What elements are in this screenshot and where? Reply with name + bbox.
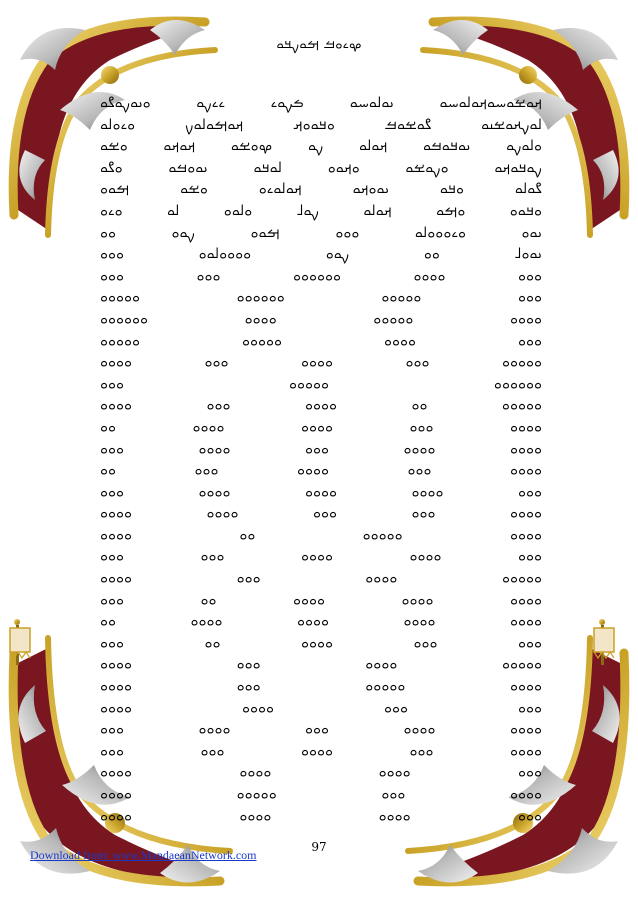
page-header-title: ࡔࡉࡀࡓ ࡌࡀࡍࡃࡀ <box>276 36 362 52</box>
text-line: ࡀࡀࡀࡀ ࡀࡀࡀ ࡀࡀࡀࡀ ࡀࡀࡀ ࡀࡀ <box>100 460 542 479</box>
page-number: 97 <box>311 840 327 854</box>
text-line: ࡀࡋࡀࡍࡀ ࡅࡀࡃࡀࡓࡀ ࡕࡀࡋࡀ ࡍࡀ ࡔࡀࡁࡀ ࡕࡀࡕࡀ ࡀࡁࡀ <box>100 136 542 155</box>
text-line: ࡋࡀࡍࡕࡀࡁࡅࡀ ࡂࡀࡁࡀࡓ ࡀࡃࡀࡀࡕ ࡕࡀࡌࡀࡋࡀࡍ ࡀࡉࡀࡋࡀ <box>100 114 542 133</box>
text-line: ࡀࡀࡀࡀ ࡀࡀࡀࡀࡀ ࡀࡀࡀࡀ ࡀࡀࡀࡀࡀࡀ <box>100 308 542 327</box>
text-line: ࡀࡀࡀ ࡀࡀࡀ ࡀࡀࡀࡀ ࡀࡀ ࡀࡀࡀ <box>100 632 542 651</box>
text-line: ࡀࡀࡀ ࡀࡀࡀࡀ ࡀࡀࡀࡀ ࡀࡀࡀ ࡀࡀࡀ <box>100 546 542 565</box>
text-line: ࡀࡃࡀࡀ ࡀࡌࡀ ࡕࡀࡋࡀ ࡍࡀࡋ ࡀࡋࡀࡀ ࡋࡀ ࡀࡉࡀ <box>100 200 542 219</box>
text-line: ࡀࡀࡀࡀ ࡀࡀࡀ ࡀࡀࡀࡀࡀ ࡀࡀࡀࡀ <box>100 784 542 802</box>
text-line: ࡀࡀࡀ ࡀࡀࡀࡀ ࡀࡀࡀࡀࡀ ࡀࡀࡀࡀࡀ <box>100 330 542 349</box>
text-line: ࡅࡀࡀ ࡀࡉࡀࡀࡀࡋࡀ ࡀࡀࡀ ࡌࡀࡀ ࡍࡀࡀ ࡀࡀ <box>100 222 542 241</box>
text-line: ࡀࡀࡀࡀ ࡀࡀࡀ ࡀࡀࡀ ࡀࡀࡀࡀ ࡀࡀࡀࡀ <box>100 503 542 522</box>
text-line: ࡀࡀࡀࡀࡀ ࡀࡀࡀࡀ ࡀࡀࡀ ࡀࡀࡀࡀ <box>100 654 542 673</box>
text-line: ࡀࡀࡀ ࡀࡀࡀࡀ ࡀࡀࡀࡀࡀࡀ ࡀࡀࡀ ࡀࡀࡀ <box>100 265 542 284</box>
text-line: ࡀࡀࡀ ࡀࡀࡀࡀࡀ ࡀࡀࡀࡀࡀࡀ ࡀࡀࡀࡀࡀ <box>100 287 542 306</box>
text-line: ࡀࡀࡀࡀ ࡀࡀࡀ ࡀࡀࡀࡀ ࡀࡀࡀࡀ ࡀࡀ <box>100 416 542 435</box>
text-line: ࡀࡀࡀࡀࡀࡀ ࡀࡀࡀࡀࡀ ࡀࡀࡀ <box>100 373 542 392</box>
text-line: ࡀࡀࡀࡀ ࡀࡀࡀࡀ ࡀࡀࡀࡀ ࡀࡀࡀࡀ ࡀࡀ <box>100 611 542 630</box>
text-line: ࡀࡀࡀ ࡀࡀࡀࡀ ࡀࡀࡀࡀ ࡀࡀࡀࡀ <box>100 762 542 781</box>
text-line: ࡀࡀࡀࡀࡀ ࡀࡀࡀࡀ ࡀࡀࡀ ࡀࡀࡀࡀ <box>100 568 542 587</box>
text-line: ࡀࡀࡀࡀ ࡀࡀࡀ ࡀࡀࡀࡀ ࡀࡀࡀ ࡀࡀࡀ <box>100 740 542 759</box>
text-line: ࡀࡀࡀࡀࡀ ࡀࡀ ࡀࡀࡀࡀ ࡀࡀࡀ ࡀࡀࡀࡀ <box>100 395 542 414</box>
download-link[interactable]: Download from: www.MandaeanNetwork.com <box>30 848 257 862</box>
text-line: ࡀࡀࡀ ࡀࡀࡀࡀ ࡀࡀࡀࡀ ࡀࡀࡀࡀ <box>100 805 542 824</box>
text-line: ࡅࡀࡀࡋ ࡀࡀ ࡍࡀࡀ ࡀࡀࡀࡀࡋࡀࡀ ࡀࡀࡀ <box>100 244 542 263</box>
text-line: ࡀࡀࡀࡀ ࡀࡀࡀࡀ ࡀࡀࡀࡀ ࡀࡀ ࡀࡀࡀ <box>100 589 542 608</box>
text-line: ࡀࡀࡀࡀࡀ ࡀࡀࡀ ࡀࡀࡀࡀ ࡀࡀࡀ ࡀࡀࡀࡀ <box>100 352 542 371</box>
text-line: ࡀࡀࡀࡀ ࡀࡀࡀࡀࡀ ࡀࡀ ࡀࡀࡀࡀ <box>100 524 542 543</box>
text-line: ࡀࡀࡀࡀ ࡀࡀࡀࡀࡀ ࡀࡀࡀ ࡀࡀࡀࡀ <box>100 676 542 695</box>
text-line: ࡕࡀࡁࡀࡄࡀࡕࡀࡋࡀࡄࡀ ࡅࡀࡋࡀࡄࡀ ࡏࡍࡀࡉ ࡉࡉࡍࡀ ࡀࡅࡀࡍࡀࡂࡀ <box>100 93 542 111</box>
body-text <box>100 92 542 826</box>
text-line: ࡍࡀࡃࡀࡕࡀ ࡀࡍࡀࡁࡀ ࡀࡕࡀࡀ ࡋࡀࡃࡀ ࡅࡀࡀࡓࡀ ࡀࡂࡀ <box>100 157 542 176</box>
text-line: ࡀࡀࡀ ࡀࡀࡀ ࡀࡀࡀࡀ ࡀࡀࡀࡀ <box>100 697 542 716</box>
text-line: ࡀࡀࡀࡀ ࡀࡀࡀࡀ ࡀࡀࡀ ࡀࡀࡀࡀ ࡀࡀࡀ <box>100 438 542 457</box>
text-line: ࡂࡀࡋࡀ ࡀࡃࡀ ࡅࡀࡀࡕࡀ ࡕࡀࡋࡀࡉࡀ ࡀࡁࡀ ࡌࡀࡀ <box>100 179 542 198</box>
text-line: ࡀࡀࡀ ࡀࡀࡀࡀ ࡀࡀࡀࡀ ࡀࡀࡀࡀ ࡀࡀࡀ <box>100 481 542 500</box>
text-line: ࡀࡀࡀࡀ ࡀࡀࡀࡀ ࡀࡀࡀ ࡀࡀࡀࡀ ࡀࡀࡀ <box>100 719 542 738</box>
